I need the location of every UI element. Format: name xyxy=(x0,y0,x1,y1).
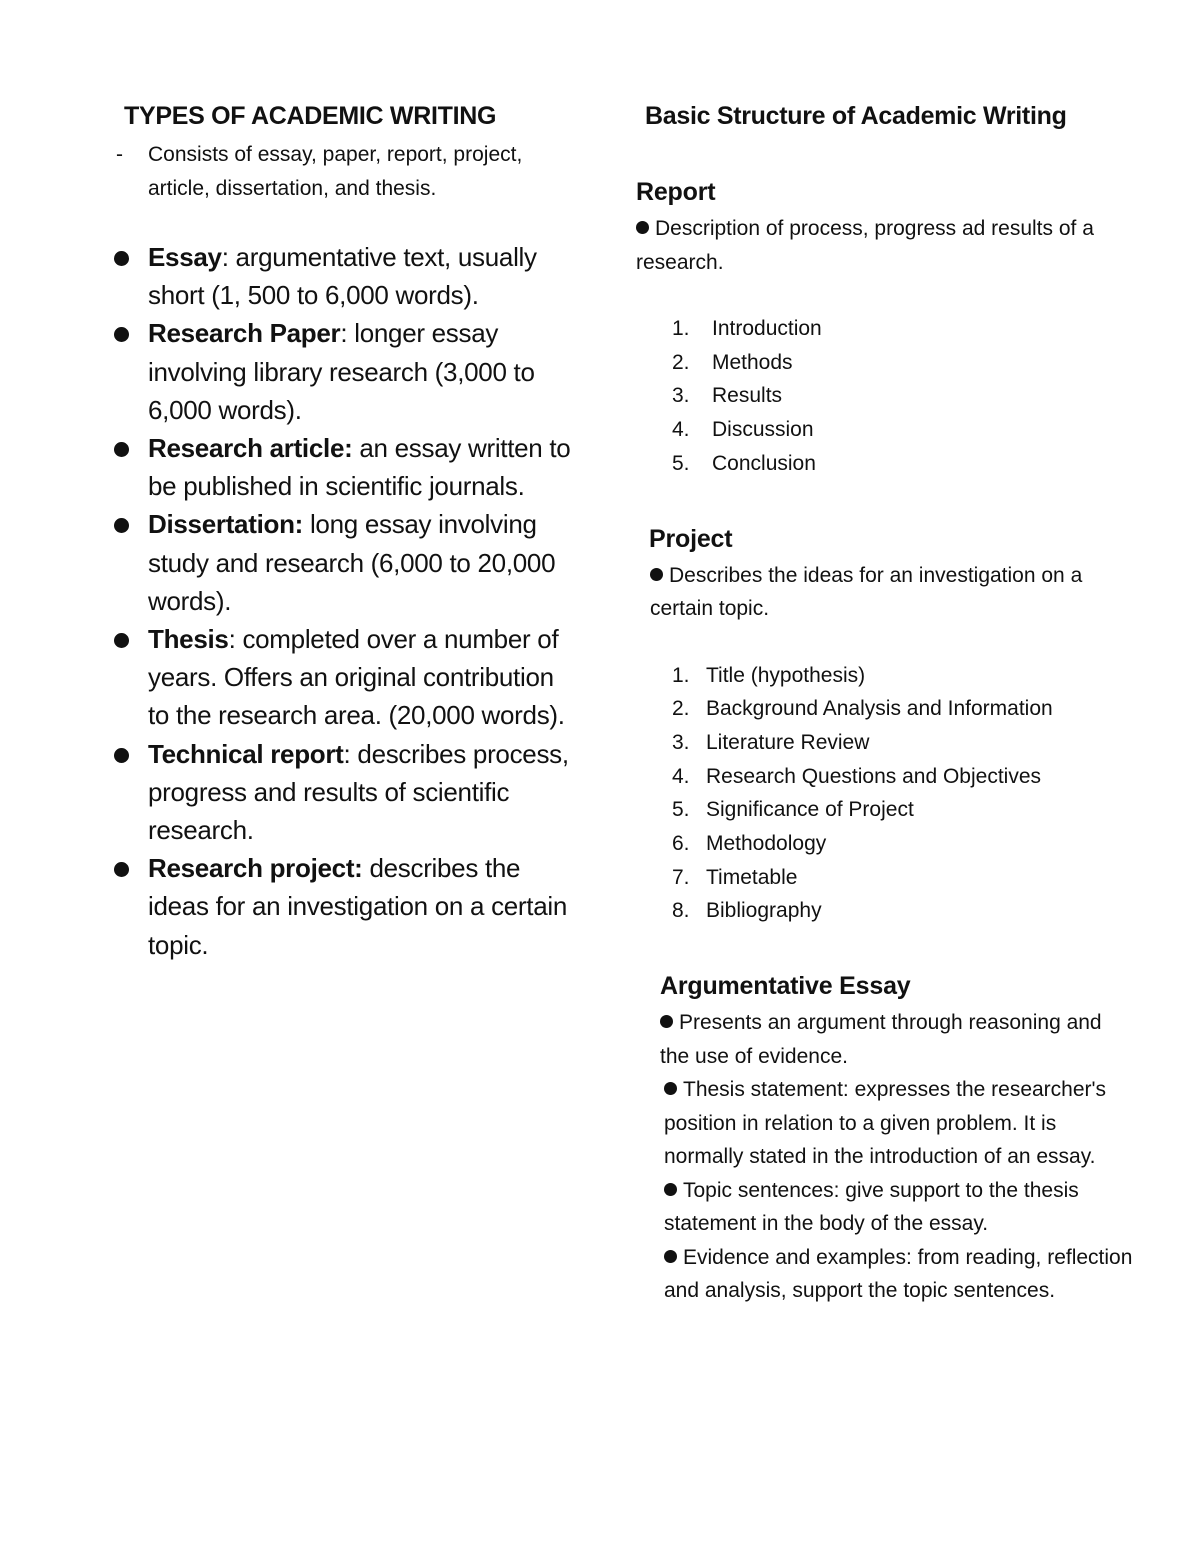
type-description: argumentative text, usually short (1, 500 to 6,000 words). xyxy=(148,242,537,311)
project-description-text: Describes the ideas for an investigation on a certain topic. xyxy=(650,563,1083,621)
essay-point-text: Presents an argument through reasoning and the use of evidence. xyxy=(660,1011,1102,1068)
type-item-dissertation xyxy=(108,505,578,620)
type-description: long essay involving study and research (6,000 to 20,000 words). xyxy=(148,509,556,616)
type-term: Research project: xyxy=(148,853,363,884)
type-description: describes process, progress and results of scientific research. xyxy=(148,738,569,846)
list-number: 5. xyxy=(672,451,690,475)
report-description xyxy=(636,212,1136,279)
bullet-icon xyxy=(660,1015,673,1028)
report-description-text: Description of process, progress ad results of a research. xyxy=(636,217,1094,274)
list-number: 3. xyxy=(672,730,690,754)
bullet-icon xyxy=(114,327,129,342)
list-label: Bibliography xyxy=(706,899,822,923)
types-list xyxy=(108,238,578,964)
essay-point-text: Thesis statement: expresses the researcher's position in relation to a given problem. It is normally stated in the introduction of an essay. xyxy=(664,1078,1107,1169)
list-number: 4. xyxy=(672,418,690,442)
type-sep: : xyxy=(343,738,351,769)
type-description: completed over a number of years. Offers an original contribution to the research area. (20,000 words). xyxy=(148,624,565,731)
list-number: 8. xyxy=(672,899,690,923)
type-term: Research Paper xyxy=(148,318,341,349)
list-number: 6. xyxy=(672,832,690,856)
type-term: Research article: xyxy=(148,433,353,464)
list-item xyxy=(636,346,1136,380)
list-number: 2. xyxy=(672,350,690,374)
types-intro xyxy=(108,138,578,205)
project-heading: Project xyxy=(649,524,733,553)
essay-point-text: Topic sentences: give support to the thesis statement in the body of the essay. xyxy=(664,1178,1079,1236)
essay-section xyxy=(636,968,1136,1308)
bullet-icon xyxy=(650,568,663,581)
bullet-icon xyxy=(114,862,129,877)
type-item-thesis xyxy=(108,620,578,735)
list-label: Title (hypothesis) xyxy=(706,663,866,687)
project-steps xyxy=(636,659,1136,929)
types-title: TYPES OF ACADEMIC WRITING xyxy=(124,102,497,130)
type-term: Essay xyxy=(148,242,222,272)
project-section xyxy=(636,521,1136,929)
list-label: Conclusion xyxy=(712,451,816,475)
type-description: an essay written to be published in scientific journals. xyxy=(148,433,571,502)
list-item xyxy=(636,312,1136,346)
list-number: 7. xyxy=(672,865,690,889)
bullet-icon xyxy=(664,1082,677,1095)
type-term: Technical report xyxy=(148,738,344,769)
bullet-icon xyxy=(114,442,129,457)
bullet-icon xyxy=(636,221,649,234)
list-label: Results xyxy=(712,384,783,408)
bullet-icon xyxy=(664,1250,677,1263)
list-label: Methodology xyxy=(706,832,827,856)
essay-point xyxy=(636,1174,1136,1241)
type-term: Dissertation: xyxy=(148,509,304,540)
type-item-research-paper xyxy=(108,314,578,429)
structure-title: Basic Structure of Academic Writing xyxy=(645,102,1067,130)
type-item-technical-report xyxy=(108,735,578,850)
list-label: Background Analysis and Information xyxy=(706,697,1053,721)
type-item-essay xyxy=(108,238,578,314)
type-term: Thesis xyxy=(148,624,229,655)
list-label: Timetable xyxy=(706,865,798,889)
list-item xyxy=(636,413,1136,447)
bullet-icon xyxy=(114,251,129,266)
type-sep: : xyxy=(221,242,229,272)
bullet-icon xyxy=(114,748,129,763)
type-sep: : xyxy=(340,318,348,349)
types-column xyxy=(108,98,578,964)
list-item xyxy=(636,861,1136,895)
bullet-icon xyxy=(114,518,129,533)
list-label: Significance of Project xyxy=(706,798,914,822)
list-label: Discussion xyxy=(712,418,814,442)
bullet-icon xyxy=(664,1183,677,1196)
essay-point xyxy=(636,1006,1136,1073)
list-number: 1. xyxy=(672,317,690,340)
list-number: 2. xyxy=(672,697,690,721)
list-item xyxy=(636,894,1136,928)
list-item xyxy=(636,760,1136,794)
type-description: longer essay involving library research (3,000 to 6,000 words). xyxy=(148,318,535,425)
list-label: Literature Review xyxy=(706,730,870,754)
list-number: 4. xyxy=(672,764,690,788)
list-number: 5. xyxy=(672,798,690,822)
structure-column xyxy=(636,98,1136,1308)
report-section xyxy=(636,174,1136,481)
report-heading: Report xyxy=(636,178,716,206)
bullet-icon xyxy=(114,633,129,648)
type-sep: : xyxy=(228,624,236,655)
types-intro-text: Consists of essay, paper, report, project, article, dissertation, and thesis. xyxy=(148,143,523,200)
essay-point xyxy=(636,1241,1136,1308)
report-steps xyxy=(636,312,1136,481)
list-label: Methods xyxy=(712,350,793,374)
list-item xyxy=(636,793,1136,827)
list-label: Introduction xyxy=(712,317,822,340)
list-label: Research Questions and Objectives xyxy=(706,764,1042,788)
type-description: describes the ideas for an investigation on a certain topic. xyxy=(148,853,568,960)
list-item xyxy=(636,447,1136,481)
list-item xyxy=(636,692,1136,726)
list-number: 1. xyxy=(672,663,690,687)
dash-bullet: - xyxy=(116,143,123,166)
list-item xyxy=(636,726,1136,760)
type-item-research-project xyxy=(108,849,578,964)
essay-heading: Argumentative Essay xyxy=(660,972,911,1001)
essay-point-text: Evidence and examples: from reading, reflection and analysis, support the topic sentences. xyxy=(664,1245,1133,1303)
type-item-research-article xyxy=(108,429,578,505)
list-item xyxy=(636,827,1136,861)
list-item xyxy=(636,659,1136,693)
project-description xyxy=(636,559,1136,626)
essay-point xyxy=(636,1073,1136,1174)
list-item xyxy=(636,379,1136,413)
list-number: 3. xyxy=(672,384,690,408)
